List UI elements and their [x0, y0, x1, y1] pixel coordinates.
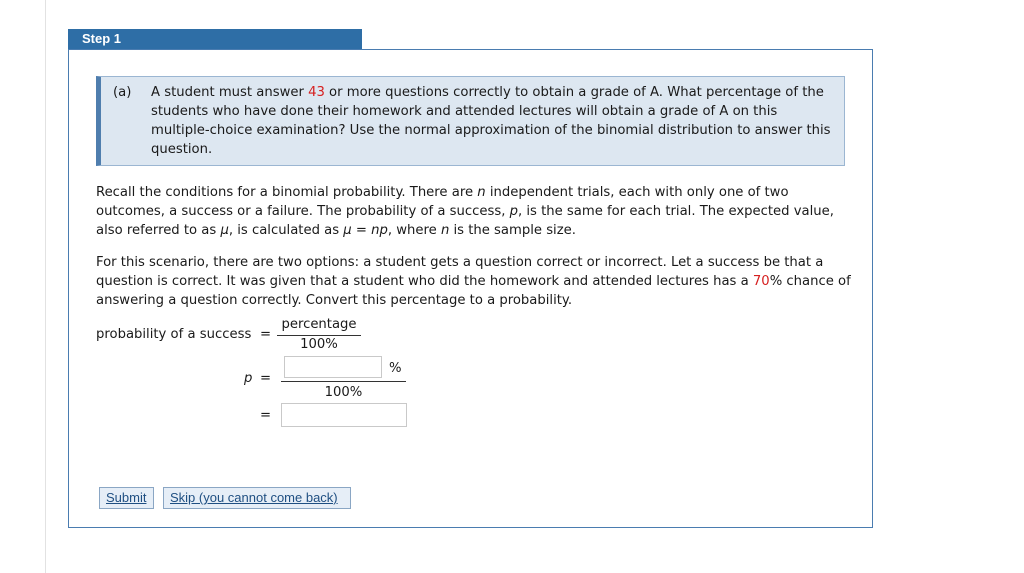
page-left-rule	[45, 0, 46, 573]
skip-button[interactable]: Skip (you cannot come back)	[163, 487, 351, 509]
equals-sign-2: =	[260, 371, 272, 386]
probability-input[interactable]	[281, 403, 407, 427]
p-variable: p	[244, 371, 253, 386]
question-text: A student must answer 43 or more questions correctly to obtain a grade of A. What percentage of the students who have done their homework and attended lectures will obtain a grade of A on this multiple-choice examination? Use the normal approximation of the binomial distribution to answer this question.	[151, 85, 831, 157]
submit-button[interactable]: Submit	[99, 487, 154, 509]
percent-sign: %	[389, 361, 402, 376]
fraction-numerator: percentage	[281, 317, 357, 332]
fraction-denominator: 100%	[300, 337, 338, 352]
fraction-bar-1	[277, 335, 361, 336]
question-box	[96, 76, 845, 166]
equals-sign-1: =	[260, 327, 272, 342]
equals-sign-3: =	[260, 408, 272, 423]
highlight-percent: 70	[752, 274, 770, 289]
fraction-bar-2	[281, 381, 406, 382]
percentage-input[interactable]	[284, 356, 382, 378]
question-tag: (a)	[113, 85, 132, 100]
fraction-denominator-2: 100%	[324, 385, 363, 400]
highlight-count: 43	[308, 85, 325, 100]
scenario-paragraph: For this scenario, there are two options: a student gets a question correct or incorrect. Let a success be that a question is correct. It was given that a student who did the homework and attended lectures has a 70% chance of answering a question correctly. Convert this percentage to a probability.	[96, 255, 851, 308]
step-header: Step 1	[68, 29, 362, 49]
recall-paragraph: Recall the conditions for a binomial probability. There are n independent trials, each with only one of two outcomes, a success or a failure. The probability of a success, p, is the same for each trial. The expected value, also referred to as μ, is calculated as μ = np, where n is the sample size.	[96, 185, 834, 238]
formula-label: probability of a success	[96, 327, 252, 342]
